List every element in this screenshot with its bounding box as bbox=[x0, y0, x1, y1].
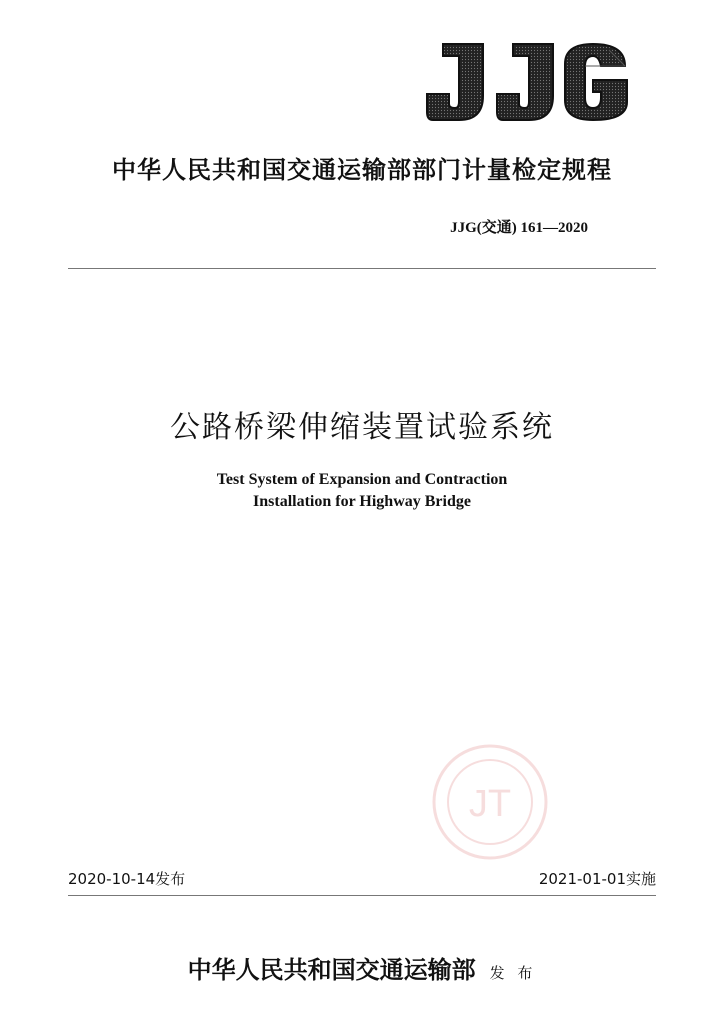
publisher-name: 中华人民共和国交通运输部 bbox=[187, 955, 476, 984]
document-title-cn: 公路桥梁伸缩装置试验系统 bbox=[170, 410, 554, 445]
issuing-authority-title: 中华人民共和国交通运输部部门计量检定规程 bbox=[112, 155, 612, 184]
issue-date: 2020-10-14发布 bbox=[68, 870, 186, 888]
jt-watermark-stamp bbox=[430, 742, 550, 862]
svg-text:JT: JT bbox=[468, 783, 512, 825]
standard-code: JJG(交通) 161—2020 bbox=[450, 220, 588, 236]
jt-stamp-graphic bbox=[430, 742, 550, 862]
effective-date: 2021-01-01实施 bbox=[538, 870, 656, 888]
publisher-suffix: 发 布 bbox=[489, 964, 537, 982]
publisher-line bbox=[0, 950, 724, 985]
document-title-en bbox=[0, 469, 724, 513]
jjg-logo-graphic bbox=[425, 40, 630, 124]
bottom-divider bbox=[68, 895, 656, 896]
title-en-line-1: Test System of Expansion and Contraction bbox=[216, 471, 508, 488]
top-divider bbox=[68, 268, 656, 269]
jjg-logo bbox=[425, 40, 630, 124]
title-en-line-2: Installation for Highway Bridge bbox=[253, 493, 471, 510]
